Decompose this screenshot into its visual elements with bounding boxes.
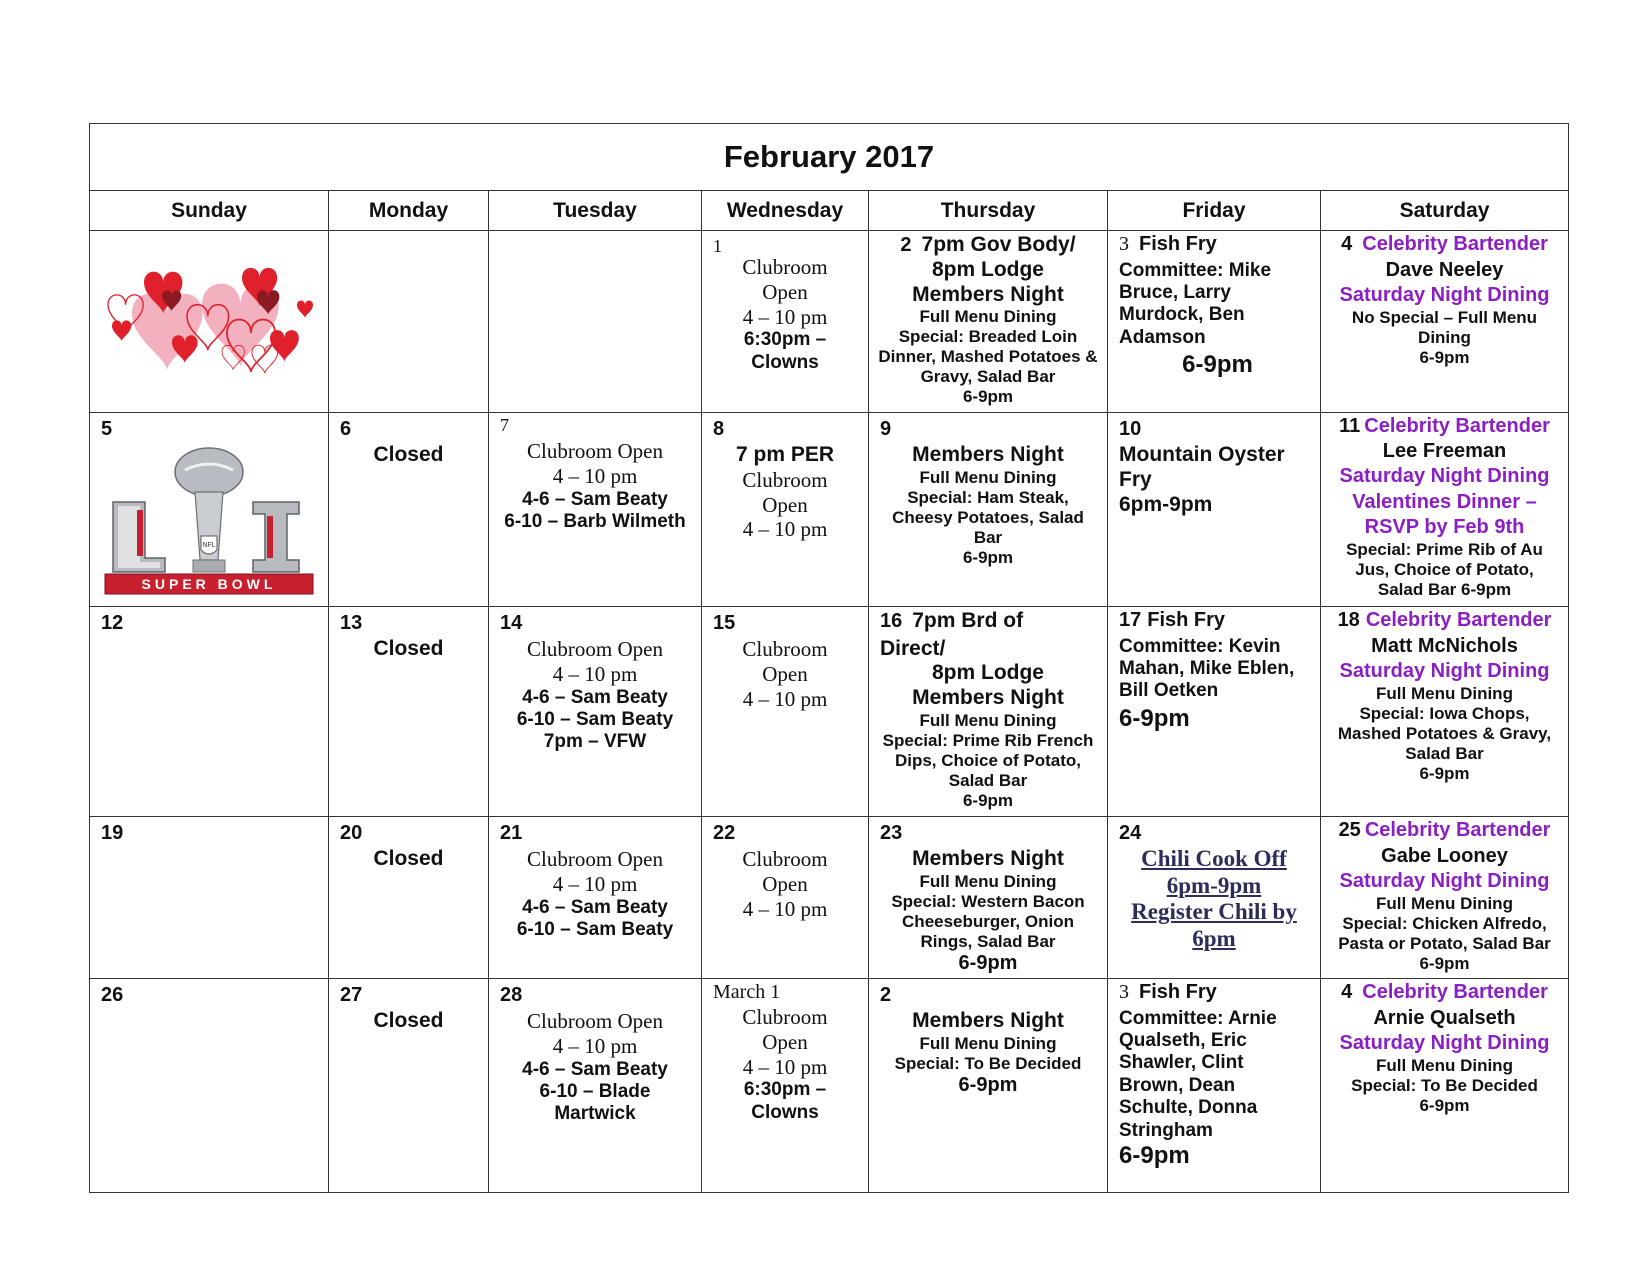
event-line: Special: Iowa Chops, xyxy=(1359,703,1530,723)
day-cell-16 xyxy=(869,607,1108,817)
day-cell-march-2 xyxy=(869,979,1108,1192)
day-cell-march-4 xyxy=(1321,979,1568,1192)
day-number: 12 xyxy=(101,612,124,634)
event-line: Committee: Kevin xyxy=(1119,635,1281,657)
event-line: Jus, Choice of Potato, xyxy=(1355,560,1534,580)
chili-cook-off-link[interactable]: Chili Cook Off xyxy=(1141,846,1287,871)
event-line: Dave Neeley xyxy=(1385,258,1504,281)
day-number: 17 xyxy=(1119,609,1142,631)
day-cell-1 xyxy=(702,231,869,413)
event-line: 4 – 10 pm xyxy=(742,517,828,542)
day-cell-13 xyxy=(329,607,489,817)
day-cell-24 xyxy=(1108,817,1321,979)
event-line: Saturday Night Dining xyxy=(1339,284,1550,307)
event-line: Gabe Looney xyxy=(1381,844,1508,867)
event-line: No Special – Full Menu xyxy=(1351,307,1538,327)
event-line: Saturday Night Dining xyxy=(1339,465,1550,488)
event-line: Committee: Arnie xyxy=(1119,1007,1277,1029)
event-line: 4 – 10 pm xyxy=(552,463,638,488)
super-bowl-text: SUPER BOWL xyxy=(141,576,277,592)
day-number: 9 xyxy=(880,418,892,440)
event-line: 4 – 10 pm xyxy=(552,871,638,896)
day-cell-6 xyxy=(329,413,489,607)
event-line: Mahan, Mike Eblen, xyxy=(1119,658,1295,679)
day-cell-11 xyxy=(1321,413,1568,607)
day-number: 22 xyxy=(713,822,736,844)
day-cell-14 xyxy=(489,607,702,817)
event-line: 4 – 10 pm xyxy=(742,304,828,329)
event-line: Matt McNichols xyxy=(1371,634,1518,657)
day-cell-20 xyxy=(329,817,489,979)
event-line: Open xyxy=(762,279,808,304)
event-line: Special: To Be Decided xyxy=(894,1053,1082,1073)
event-line: Full Menu Dining xyxy=(1376,1055,1513,1075)
day-number: 23 xyxy=(880,822,903,844)
event-line: Arnie Qualseth xyxy=(1373,1006,1516,1029)
event-line: Special: Chicken Alfredo, xyxy=(1342,913,1547,933)
event-line: Salad Bar 6-9pm xyxy=(1377,580,1512,600)
event-line: 4 – 10 pm xyxy=(742,896,828,921)
event-line: Open xyxy=(762,1029,808,1054)
day-number: 7 xyxy=(500,415,509,435)
day-number: March 1 xyxy=(713,981,781,1003)
day-cell-19 xyxy=(90,817,329,979)
event-line: 4 – 10 pm xyxy=(552,1033,638,1058)
event-line: Qualseth, Eric xyxy=(1119,1030,1247,1051)
event-line: Clubroom xyxy=(742,467,828,492)
hearts-graphic xyxy=(102,261,322,381)
day-number: 10 xyxy=(1119,418,1142,440)
event-line: 4-6 – Sam Beaty xyxy=(522,1058,668,1080)
event-line: 6-9pm xyxy=(958,1073,1018,1096)
header-friday: Friday xyxy=(1108,191,1321,231)
event-line: Open xyxy=(762,492,808,517)
event-line: 6-9pm xyxy=(962,387,1014,407)
event-line: Dinner, Mashed Potatoes & xyxy=(878,347,1098,367)
day-number: 19 xyxy=(101,822,124,844)
event-line: Saturday Night Dining xyxy=(1339,660,1550,683)
day-number: 11 xyxy=(1339,415,1361,437)
closed-label: Closed xyxy=(373,637,444,660)
event-line: 4-6 – Sam Beaty xyxy=(522,686,668,708)
header-tuesday: Tuesday xyxy=(489,191,702,231)
event-line: Full Menu Dining xyxy=(1376,893,1513,913)
day-cell-empty-tuesday xyxy=(489,231,702,413)
event-line: RSVP by Feb 9th xyxy=(1364,516,1525,539)
event-line: 6:30pm – xyxy=(743,1079,827,1101)
event-line: Saturday Night Dining xyxy=(1339,1032,1550,1055)
day-cell-27 xyxy=(329,979,489,1192)
event-line: Schulte, Donna xyxy=(1119,1097,1258,1119)
event-line: Shawler, Clint xyxy=(1119,1052,1244,1074)
event-line: 4 – 10 pm xyxy=(552,661,638,686)
event-line: Clubroom Open xyxy=(527,847,663,871)
register-time-link[interactable]: 6pm xyxy=(1192,926,1236,952)
day-cell-23 xyxy=(869,817,1108,979)
event-time: 6-9pm xyxy=(1119,1142,1190,1170)
event-line: 6-10 – Sam Beaty xyxy=(516,918,674,940)
event-time: 6-9pm xyxy=(1182,351,1253,379)
day-cell-empty-sunday xyxy=(90,231,329,413)
event-line: 6-10 – Barb Wilmeth xyxy=(504,510,686,532)
event-line: Celebrity Bartender xyxy=(1364,415,1550,437)
nfl-text: NFL xyxy=(202,542,216,549)
event-line: Bruce, Larry xyxy=(1119,282,1231,303)
day-number: 3 xyxy=(1119,233,1129,255)
event-line: Salad Bar xyxy=(948,770,1028,790)
event-line: Members Night xyxy=(912,1009,1064,1032)
event-line: 7pm Brd of xyxy=(912,609,1024,632)
event-line: Members Night xyxy=(912,847,1064,870)
event-line: 4-6 – Sam Beaty xyxy=(522,488,668,510)
event-line: Stringham xyxy=(1119,1119,1213,1141)
event-line: Clubroom Open xyxy=(527,1009,663,1033)
event-line: Open xyxy=(762,871,808,896)
event-line: Clubroom xyxy=(742,255,828,279)
header-sunday: Sunday xyxy=(90,191,329,231)
event-line: Special: Western Bacon xyxy=(891,891,1085,911)
event-line: 7pm Gov Body/ xyxy=(921,233,1076,256)
day-cell-28 xyxy=(489,979,702,1192)
day-number: 8 xyxy=(713,418,725,440)
event-line: 6-9pm xyxy=(1419,347,1470,367)
day-number: 24 xyxy=(1119,822,1142,844)
event-line: Special: Prime Rib of Au xyxy=(1346,539,1543,559)
day-number: 4 xyxy=(1341,233,1353,255)
closed-label: Closed xyxy=(373,1009,444,1032)
event-line: Clubroom Open xyxy=(527,439,663,463)
event-time: 6-9pm xyxy=(1119,704,1190,732)
event-line: Special: Prime Rib French xyxy=(882,730,1094,750)
day-number: 3 xyxy=(1119,981,1129,1003)
day-number: 26 xyxy=(101,984,124,1006)
event-line: Martwick xyxy=(554,1103,636,1125)
event-line: 8pm Lodge xyxy=(931,661,1044,684)
chili-time-link[interactable]: 6pm-9pm xyxy=(1166,872,1262,898)
day-number: 27 xyxy=(340,984,363,1006)
calendar-title: February 2017 xyxy=(90,124,1568,191)
event-line: 6-10 – Blade xyxy=(539,1080,651,1102)
event-line: Mashed Potatoes & Gravy, xyxy=(1337,723,1552,743)
day-cell-3 xyxy=(1108,231,1321,413)
day-number: 28 xyxy=(500,984,523,1006)
event-line: 8pm Lodge xyxy=(931,257,1044,281)
event-line: Full Menu Dining xyxy=(919,467,1057,487)
day-number: 2 xyxy=(880,984,892,1006)
event-line: 7pm – VFW xyxy=(543,731,647,753)
event-line: 7 pm PER xyxy=(735,443,835,466)
day-cell-7 xyxy=(489,413,702,607)
event-line: 4 – 10 pm xyxy=(742,686,828,711)
event-line: Special: Breaded Loin xyxy=(898,327,1078,347)
event-line: 6pm-9pm xyxy=(1119,492,1213,516)
event-line: Gravy, Salad Bar xyxy=(920,367,1056,387)
event-line: Valentines Dinner – xyxy=(1352,490,1537,513)
day-cell-empty-monday xyxy=(329,231,489,413)
day-number: 6 xyxy=(340,418,352,440)
day-cell-2 xyxy=(869,231,1108,413)
event-line: Celebrity Bartender xyxy=(1362,233,1548,255)
event-line: Fish Fry xyxy=(1139,981,1217,1003)
event-line: Celebrity Bartender xyxy=(1362,981,1548,1003)
header-wednesday: Wednesday xyxy=(702,191,869,231)
day-number: 20 xyxy=(340,822,363,844)
event-line: Dips, Choice of Potato, xyxy=(894,750,1082,770)
event-line: Clowns xyxy=(751,351,819,373)
event-line: Clubroom xyxy=(742,847,828,871)
event-line: Fish Fry xyxy=(1147,609,1226,631)
day-cell-4 xyxy=(1321,231,1568,413)
day-number: 5 xyxy=(101,418,113,440)
day-number: 1 xyxy=(713,236,722,256)
event-line: 6-9pm xyxy=(962,547,1014,567)
day-cell-8 xyxy=(702,413,869,607)
event-line: Members Night xyxy=(912,282,1064,306)
closed-label: Closed xyxy=(373,443,444,466)
event-line: Fish Fry xyxy=(1139,233,1217,255)
day-cell-12 xyxy=(90,607,329,817)
day-cell-21 xyxy=(489,817,702,979)
event-line: Brown, Dean xyxy=(1119,1074,1236,1096)
event-line: Cheesy Potatoes, Salad xyxy=(892,507,1084,527)
day-number: 14 xyxy=(500,612,523,634)
day-number: 15 xyxy=(713,612,736,634)
event-line: Celebrity Bartender xyxy=(1365,609,1552,631)
day-cell-18 xyxy=(1321,607,1568,817)
day-cell-5 xyxy=(90,413,329,607)
day-cell-march-1 xyxy=(702,979,869,1192)
event-line: Members Night xyxy=(912,685,1064,709)
event-line: Fry xyxy=(1119,467,1152,491)
event-line: Bill Oetken xyxy=(1119,680,1219,702)
event-line: Clowns xyxy=(751,1101,819,1123)
event-line: Full Menu Dining xyxy=(919,307,1057,327)
event-line: Mountain Oyster xyxy=(1119,443,1285,466)
event-line: Clubroom xyxy=(742,637,828,661)
day-number: 18 xyxy=(1337,609,1360,631)
day-cell-17 xyxy=(1108,607,1321,817)
event-line: 6-9pm xyxy=(1419,953,1470,973)
closed-label: Closed xyxy=(373,847,444,870)
event-line: Celebrity Bartender xyxy=(1364,819,1551,841)
super-bowl-logo xyxy=(103,440,315,600)
register-chili-link[interactable]: Register Chili by xyxy=(1131,899,1297,925)
event-line: Full Menu Dining xyxy=(919,710,1057,730)
event-line: Clubroom Open xyxy=(527,637,663,661)
event-line: Special: To Be Decided xyxy=(1351,1075,1538,1095)
event-line: Adamson xyxy=(1119,326,1206,348)
header-monday: Monday xyxy=(329,191,489,231)
day-number: 4 xyxy=(1341,981,1353,1003)
event-line: 6:30pm – xyxy=(743,329,827,351)
event-line: Murdock, Ben xyxy=(1119,304,1245,326)
event-line: Dining xyxy=(1418,327,1471,347)
day-number: 13 xyxy=(340,612,363,634)
header-thursday: Thursday xyxy=(869,191,1108,231)
day-number: 16 xyxy=(880,610,903,632)
event-line: Committee: Mike xyxy=(1119,259,1272,281)
day-cell-22 xyxy=(702,817,869,979)
day-number: 25 xyxy=(1338,819,1361,841)
event-line: Saturday Night Dining xyxy=(1339,870,1550,893)
header-saturday: Saturday xyxy=(1321,191,1568,231)
event-line: 6-9pm xyxy=(1419,1095,1470,1115)
event-line: Lee Freeman xyxy=(1382,439,1507,462)
event-line: 6-10 – Sam Beaty xyxy=(516,708,674,730)
event-line: Open xyxy=(762,661,808,686)
event-line: Members Night xyxy=(912,443,1064,466)
day-cell-9 xyxy=(869,413,1108,607)
event-line: 6-9pm xyxy=(1419,763,1470,783)
event-line: Special: Ham Steak, xyxy=(907,487,1069,507)
day-number: 21 xyxy=(500,822,523,844)
event-line: Salad Bar xyxy=(1405,743,1484,763)
event-line: Direct/ xyxy=(880,636,946,660)
event-line: Full Menu Dining xyxy=(919,871,1057,891)
day-number: 2 xyxy=(900,234,912,256)
event-line: Full Menu Dining xyxy=(919,1033,1057,1053)
event-line: Rings, Salad Bar xyxy=(920,931,1056,951)
day-cell-10 xyxy=(1108,413,1321,607)
calendar xyxy=(89,123,1569,1193)
event-line: Clubroom xyxy=(742,1005,828,1029)
event-line: Full Menu Dining xyxy=(1376,683,1513,703)
day-cell-15 xyxy=(702,607,869,817)
event-line: 4 – 10 pm xyxy=(742,1054,828,1079)
day-cell-march-3 xyxy=(1108,979,1321,1192)
event-line: Bar xyxy=(973,527,1003,547)
day-cell-25 xyxy=(1321,817,1568,979)
event-line: 4-6 – Sam Beaty xyxy=(522,896,668,918)
day-cell-26 xyxy=(90,979,329,1192)
event-line: 6-9pm xyxy=(958,951,1018,974)
event-line: 6-9pm xyxy=(962,790,1014,810)
event-line: Cheeseburger, Onion xyxy=(902,911,1074,931)
event-line: Pasta or Potato, Salad Bar xyxy=(1338,933,1551,953)
